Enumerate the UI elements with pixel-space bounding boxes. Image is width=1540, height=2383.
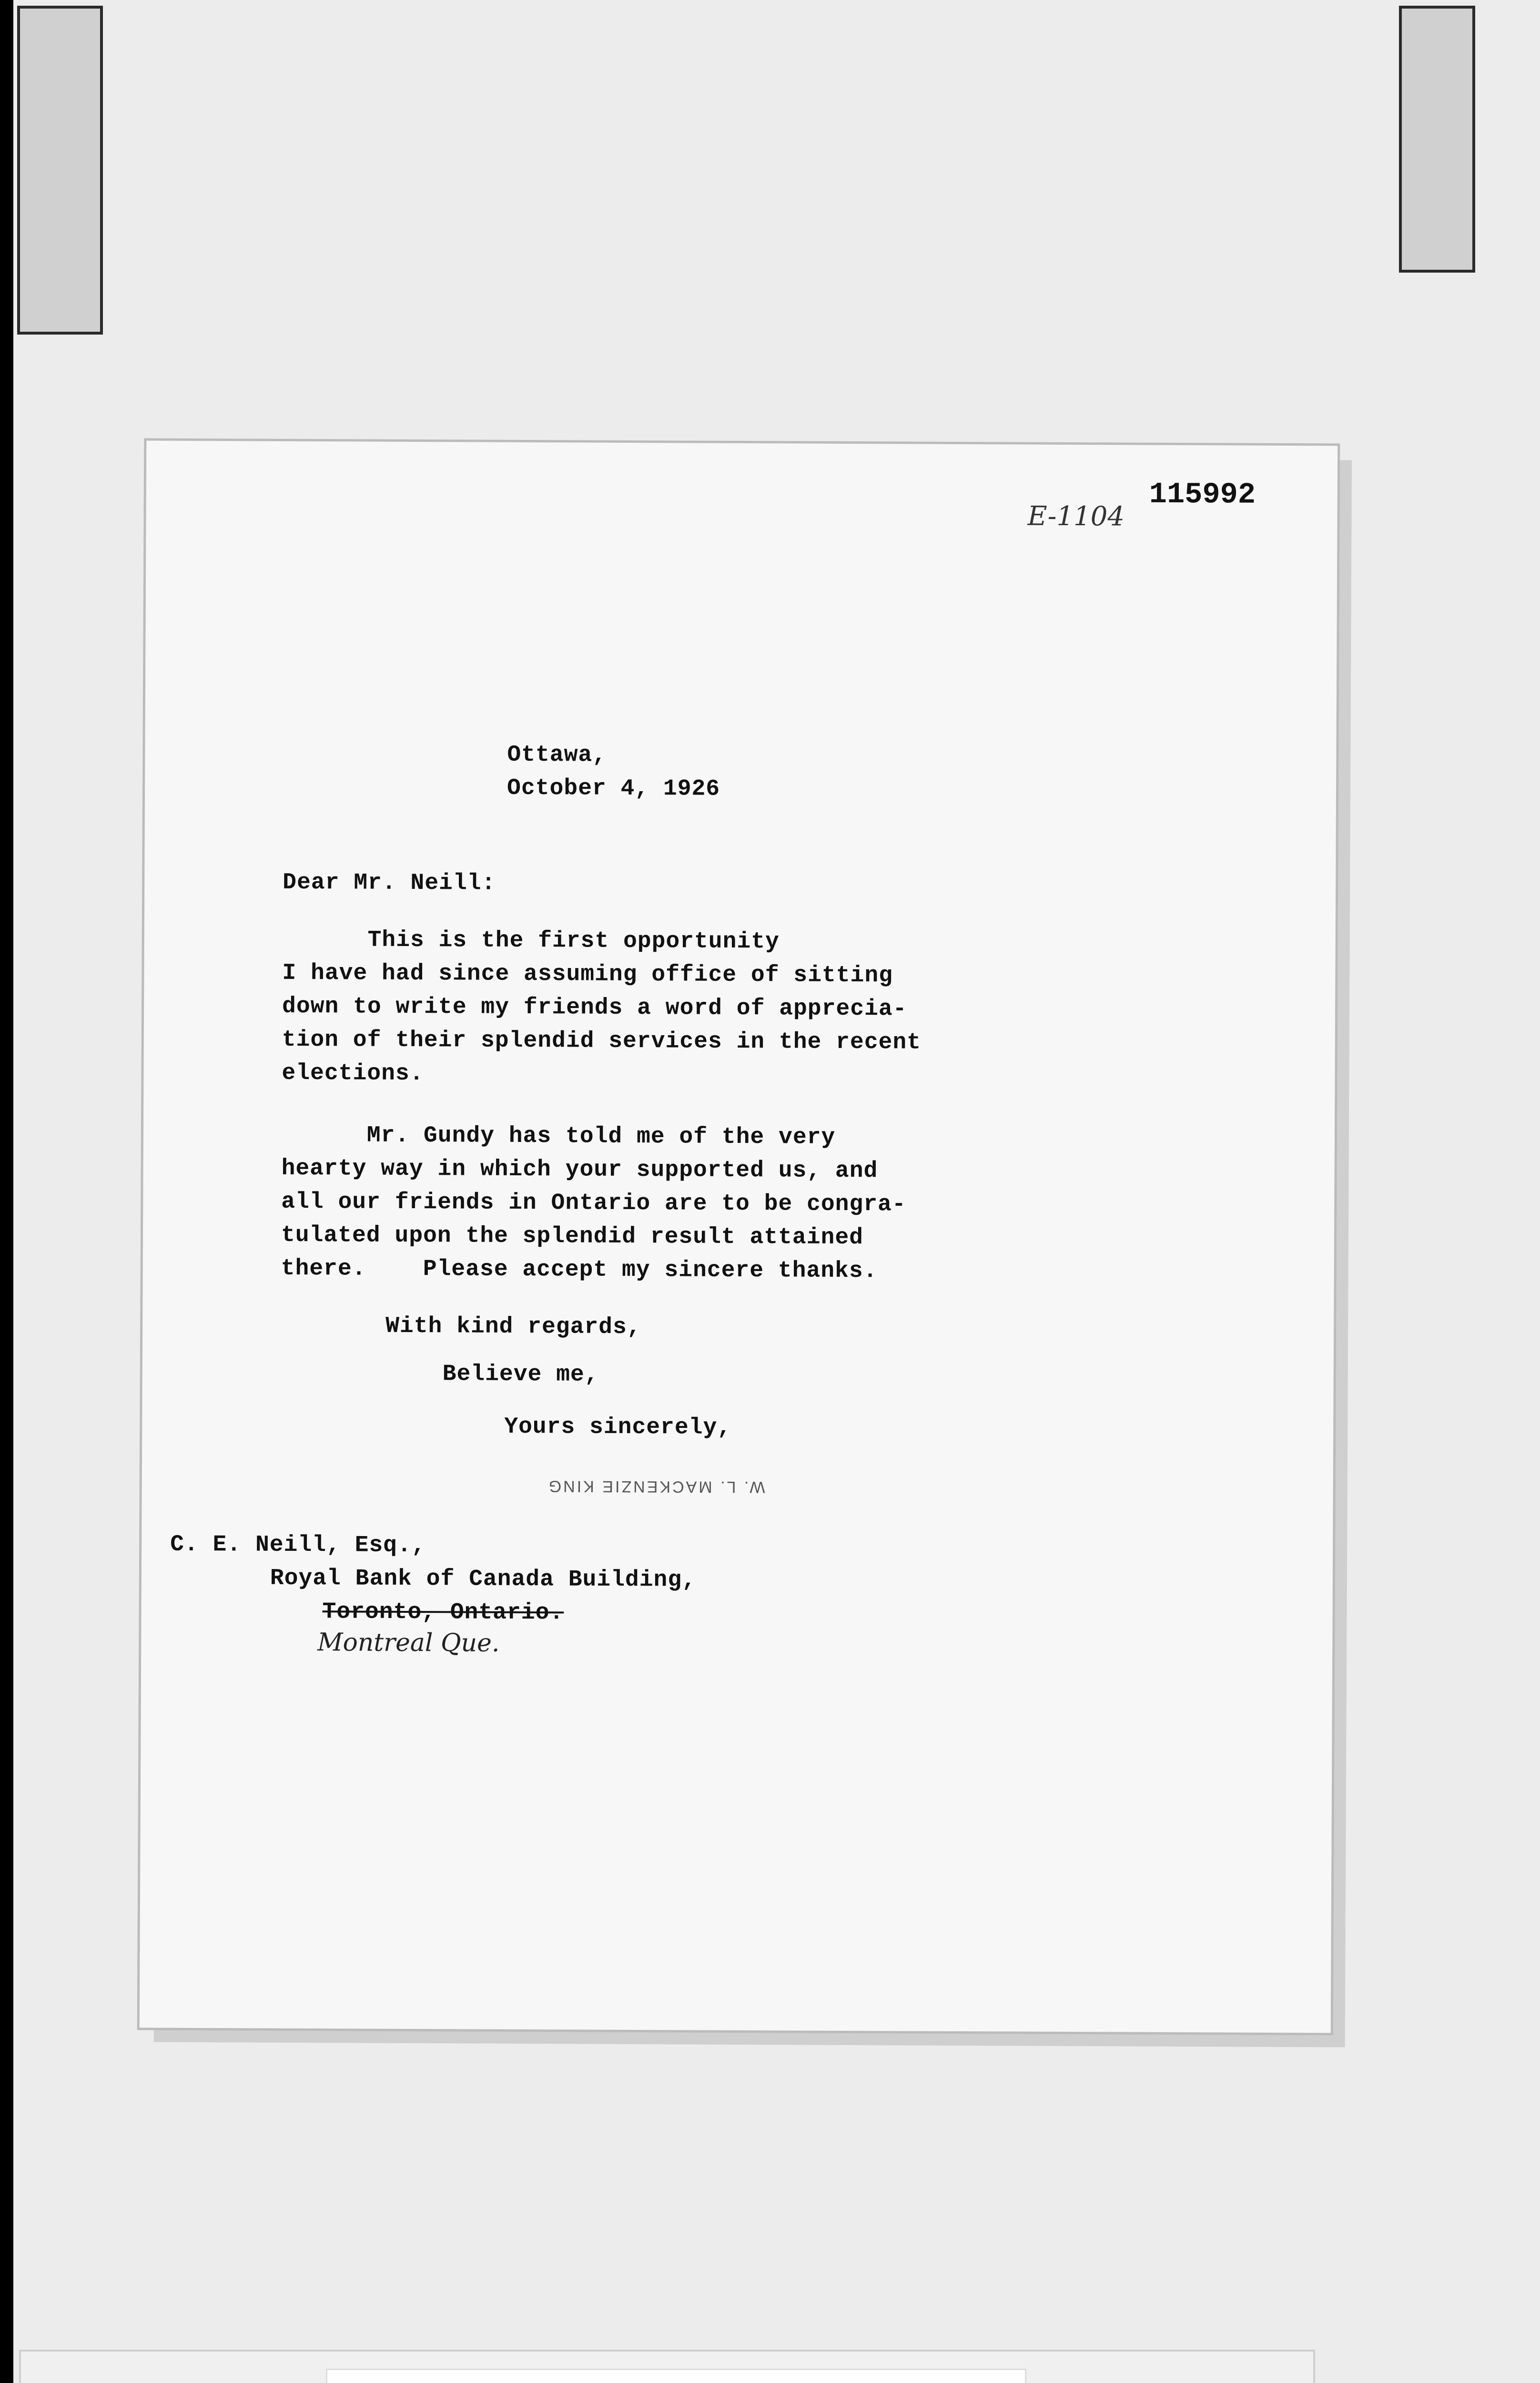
letter-date: October 4, 1926 bbox=[507, 775, 720, 802]
letter-place: Ottawa, bbox=[507, 742, 607, 768]
salutation: Dear Mr. Neill: bbox=[283, 869, 496, 896]
text-line: Mr. Gundy has told me of the very bbox=[281, 1122, 836, 1151]
signature-stamp: W. L. MACKENZIE KING bbox=[547, 1477, 765, 1497]
address-line: C. E. Neill, Esq., bbox=[170, 1531, 426, 1559]
text-line: This is the first opportunity bbox=[282, 927, 780, 955]
volume-label bbox=[326, 2369, 1026, 2383]
closing-believe: Believe me, bbox=[442, 1361, 599, 1388]
text-line: tulated upon the splendid result attained bbox=[281, 1222, 864, 1251]
closing-yours: Yours sincerely, bbox=[504, 1414, 732, 1441]
address-line-struck: Toronto, Ontario. bbox=[322, 1599, 564, 1626]
text-line: I have had since assuming office of sitting bbox=[282, 960, 893, 989]
closing-regards: With kind regards, bbox=[385, 1313, 641, 1341]
text-line: down to write my friends a word of apprecia- bbox=[282, 993, 907, 1022]
handwritten-correction: Montreal Que. bbox=[317, 1628, 500, 1658]
tape-strip-top-right bbox=[1399, 6, 1475, 273]
tape-strip-top-left bbox=[17, 6, 103, 335]
text-line: hearty way in which your supported us, and bbox=[281, 1155, 878, 1184]
letter-page bbox=[140, 441, 1338, 2033]
archive-label-card bbox=[19, 2350, 1315, 2383]
text-line: all our friends in Ontario are to be congra- bbox=[281, 1189, 906, 1218]
text-line: tion of their splendid services in the recent bbox=[282, 1027, 922, 1056]
document-number: 115992 bbox=[1149, 477, 1256, 512]
text-line: there. Please accept my sincere thanks. bbox=[281, 1255, 878, 1284]
text-line: elections. bbox=[282, 1060, 424, 1087]
address-line: Royal Bank of Canada Building, bbox=[270, 1565, 697, 1593]
file-reference: E-1104 bbox=[1027, 500, 1125, 532]
